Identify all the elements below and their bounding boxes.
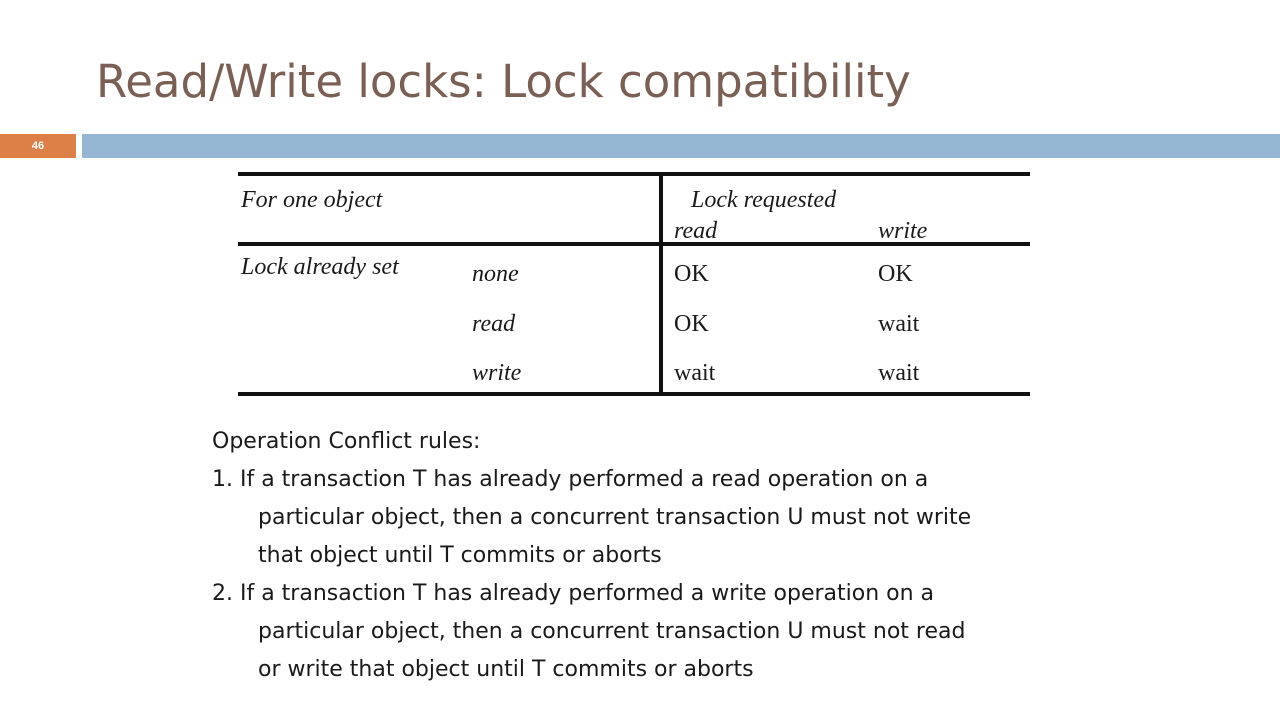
title-accent-bar bbox=[82, 134, 1280, 158]
rule-2-line-1: 2. If a transaction T has already performed a write operation on a bbox=[212, 581, 935, 606]
table-top-rule bbox=[238, 172, 1030, 176]
table-bottom-rule bbox=[238, 392, 1030, 396]
table-column-divider bbox=[659, 172, 663, 396]
cell-write-read: wait bbox=[674, 360, 716, 386]
row-group-lock-already-set: Lock already set bbox=[241, 254, 399, 280]
lock-compatibility-table bbox=[238, 172, 1030, 396]
rule-1-line-3: that object until T commits or aborts bbox=[258, 543, 662, 568]
row-label-none: none bbox=[472, 261, 519, 287]
cell-none-write: OK bbox=[878, 261, 913, 287]
conflict-rules bbox=[212, 423, 1212, 689]
subheader-read: read bbox=[674, 218, 718, 244]
rule-2-line-3: or write that object until T commits or aborts bbox=[258, 657, 754, 682]
cell-none-read: OK bbox=[674, 261, 709, 287]
slide-number: 46 bbox=[0, 134, 76, 158]
header-for-one-object: For one object bbox=[241, 187, 383, 213]
rule-1-line-2: particular object, then a concurrent transaction U must not write bbox=[258, 505, 972, 530]
slide-title: Read/Write locks: Lock compatibility bbox=[96, 55, 911, 108]
cell-read-write: wait bbox=[878, 311, 920, 337]
rule-1-line-1: 1. If a transaction T has already performed a read operation on a bbox=[212, 467, 929, 492]
row-label-read: read bbox=[472, 311, 516, 337]
cell-write-write: wait bbox=[878, 360, 920, 386]
row-label-write: write bbox=[472, 360, 522, 386]
subheader-write: write bbox=[878, 218, 928, 244]
rule-2-line-2: particular object, then a concurrent transaction U must not read bbox=[258, 619, 966, 644]
cell-read-read: OK bbox=[674, 311, 709, 337]
header-lock-requested: Lock requested bbox=[691, 187, 837, 213]
rules-heading: Operation Conflict rules: bbox=[212, 429, 481, 454]
